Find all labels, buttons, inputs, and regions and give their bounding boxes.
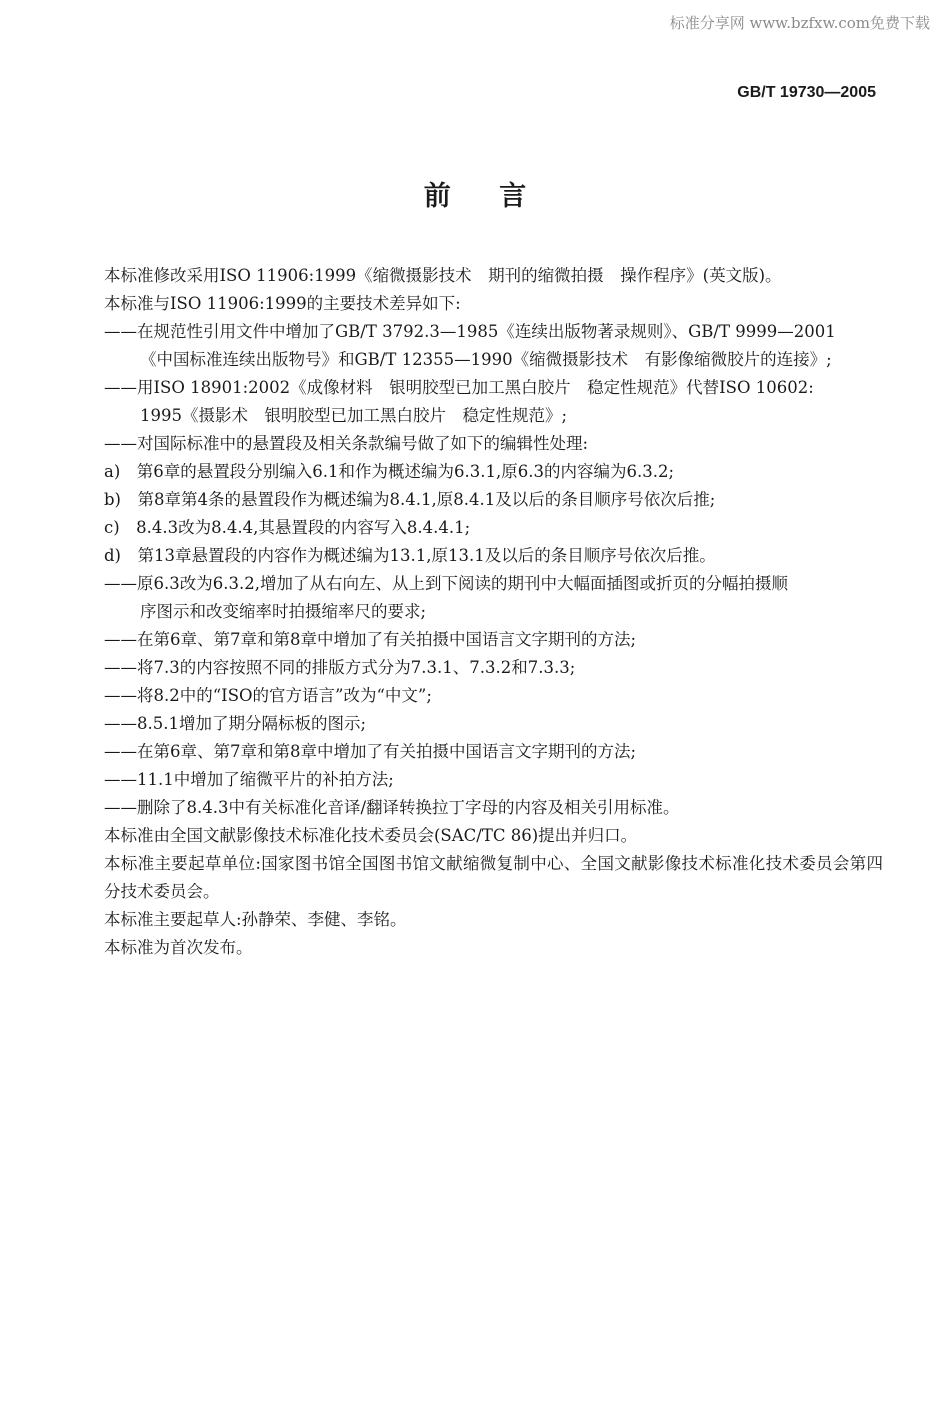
paragraph-line: ——在第6章、第7章和第8章中增加了有关拍摄中国语言文字期刊的方法; [104, 630, 637, 649]
paragraph-line: c) 8.4.3改为8.4.4,其悬置段的内容写入8.4.4.1; [104, 518, 471, 537]
standard-code: GB/T 19730—2005 [737, 84, 876, 101]
paragraph-line: ——11.1中增加了缩微平片的补拍方法; [104, 770, 394, 789]
document-body [83, 262, 883, 962]
paragraph-line: 本标准主要起草单位:国家图书馆全国图书馆文献缩微复制中心、全国文献影像技术标准化技术委员会第四分技术委员会。 [104, 854, 883, 901]
paragraph-line: ——将7.3的内容按照不同的排版方式分为7.3.1、7.3.2和7.3.3; [104, 658, 576, 677]
paragraph-line: ——删除了8.4.3中有关标准化音译/翻译转换拉丁字母的内容及相关引用标准。 [104, 798, 680, 817]
continuation-line: 《中国标准连续出版物号》和GB/T 12355—1990《缩微摄影技术 有影像缩微胶片的连接》; [140, 350, 832, 369]
paragraph-line: ——用ISO 18901:2002《成像材料 银明胶型已加工黑白胶片 稳定性规范》代替ISO 10602: [104, 378, 814, 397]
paragraph-line: 本标准与ISO 11906:1999的主要技术差异如下: [104, 294, 461, 313]
watermark-text: 标准分享网 www.bzfxw.com免费下载 [669, 14, 930, 32]
paragraph-line: d) 第13章悬置段的内容作为概述编为13.1,原13.1及以后的条目顺序号依次后推。 [104, 546, 716, 565]
paragraph-line: ——8.5.1增加了期分隔标板的图示; [104, 714, 367, 733]
paragraph-line: ——在规范性引用文件中增加了GB/T 3792.3—1985《连续出版物著录规则》、GB/T 9999—2001 [104, 322, 836, 341]
page-title: 前言 [423, 181, 575, 212]
paragraph-line: a) 第6章的悬置段分别编入6.1和作为概述编为6.3.1,原6.3的内容编为6.3.2; [104, 462, 675, 481]
paragraph-line: 本标准修改采用ISO 11906:1999《缩微摄影技术 期刊的缩微拍摄 操作程序》(英文版)。 [104, 266, 782, 285]
paragraph-line: ——将8.2中的“ISO的官方语言”改为“中文”; [104, 686, 432, 705]
paragraph-line: ——原6.3改为6.3.2,增加了从右向左、从上到下阅读的期刊中大幅面插图或折页的分幅拍摄顺 [104, 574, 788, 593]
paragraph-line: 本标准主要起草人:孙静荣、李健、李铭。 [104, 910, 407, 929]
paragraph-line: ——对国际标准中的悬置段及相关条款编号做了如下的编辑性处理: [104, 434, 589, 453]
continuation-line: 1995《摄影术 银明胶型已加工黑白胶片 稳定性规范》; [140, 406, 568, 425]
paragraph-line: ——在第6章、第7章和第8章中增加了有关拍摄中国语言文字期刊的方法; [104, 742, 637, 761]
paragraph-line: 本标准为首次发布。 [104, 938, 253, 957]
paragraph-line: b) 第8章第4条的悬置段作为概述编为8.4.1,原8.4.1及以后的条目顺序号依次后推; [104, 490, 716, 509]
continuation-line: 序图示和改变缩率时拍摄缩率尺的要求; [140, 602, 427, 621]
paragraph-line: 本标准由全国文献影像技术标准化技术委员会(SAC/TC 86)提出并归口。 [104, 826, 638, 845]
